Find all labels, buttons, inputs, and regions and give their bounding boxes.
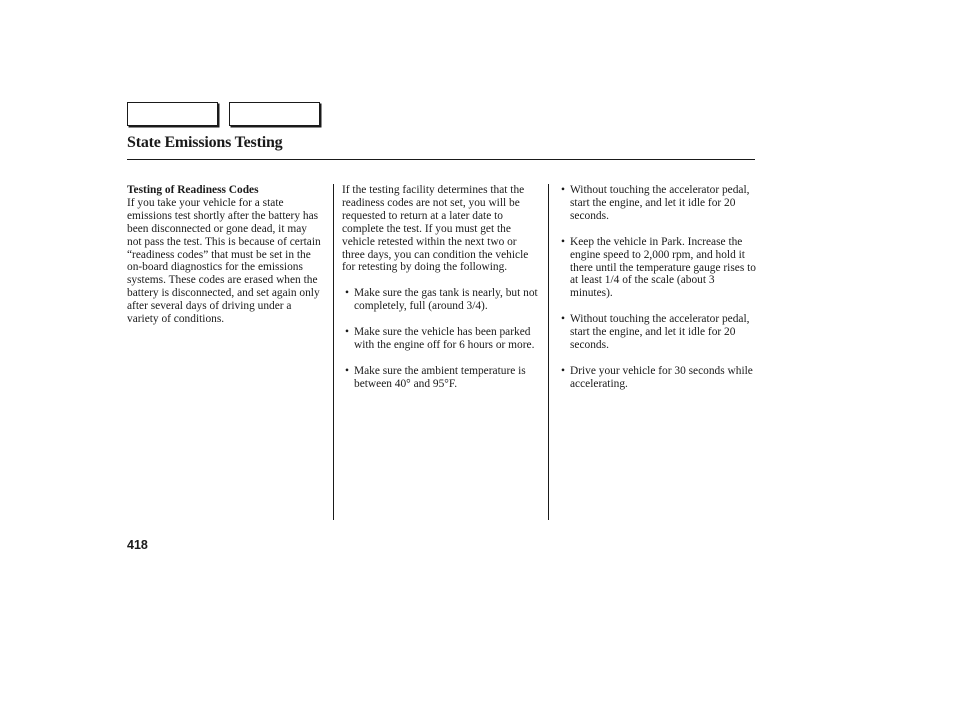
- list-item-text: Without touching the accelerator pedal, start the engine, and let it idle for 20 seconds.: [570, 184, 750, 222]
- section-subheading: Testing of Readiness Codes: [127, 184, 259, 196]
- column-retesting: [342, 184, 542, 391]
- list-item-text: Make sure the ambient temperature is between 40° and 95°F.: [354, 364, 526, 390]
- bullet-icon: •: [561, 364, 565, 377]
- list-item: [561, 313, 757, 352]
- list-item: [561, 365, 757, 391]
- list-item: [561, 236, 757, 301]
- bullet-icon: •: [345, 287, 349, 300]
- bullet-icon: •: [345, 364, 349, 377]
- page-title: State Emissions Testing: [127, 134, 283, 151]
- list-item: [342, 365, 542, 391]
- column-readiness-codes: [127, 184, 323, 326]
- list-item-text: Without touching the accelerator pedal, start the engine, and let it idle for 20 seconds.: [570, 313, 750, 352]
- section-body: If you take your vehicle for a state emissions test shortly after the battery has been disconnected or gone dead, it may not pass the test. This is because of certain “readiness codes” that must be set in the on-board diagnostics for the emissions systems. These codes are erased when the battery is disconnected, and set again only after several days of driving under a variety of conditions.: [127, 196, 321, 326]
- column-divider-2: [548, 184, 549, 520]
- bullet-icon: •: [561, 184, 565, 196]
- list-item: [342, 326, 542, 352]
- bullet-icon: •: [345, 326, 349, 339]
- list-item-text: Drive your vehicle for 30 seconds while accelerating.: [570, 364, 753, 390]
- column-procedure: [561, 184, 757, 391]
- nav-tab-1[interactable]: [127, 102, 218, 126]
- list-item-text: Keep the vehicle in Park. Increase the engine speed to 2,000 rpm, and hold it there until the temperature gauge rises to at least 1/4 of the scale (about 3 minutes).: [570, 235, 756, 300]
- list-item: [561, 184, 757, 223]
- list-item-text: Make sure the vehicle has been parked with the engine off for 6 hours or more.: [354, 326, 535, 352]
- list-item: [342, 287, 542, 313]
- bullet-icon: •: [561, 313, 565, 326]
- nav-tab-2[interactable]: [229, 102, 320, 126]
- retest-intro: If the testing facility determines that the readiness codes are not set, you will be requested to return at a later date to complete the test. If you must get the vehicle retested within the next two or three days, you can condition the vehicle for retesting by doing the following.: [342, 184, 529, 274]
- title-divider: [127, 159, 755, 160]
- column-divider-1: [333, 184, 334, 520]
- bullet-icon: •: [561, 235, 565, 248]
- list-item-text: Make sure the gas tank is nearly, but not completely, full (around 3/4).: [354, 287, 538, 313]
- page-number: 418: [127, 538, 148, 552]
